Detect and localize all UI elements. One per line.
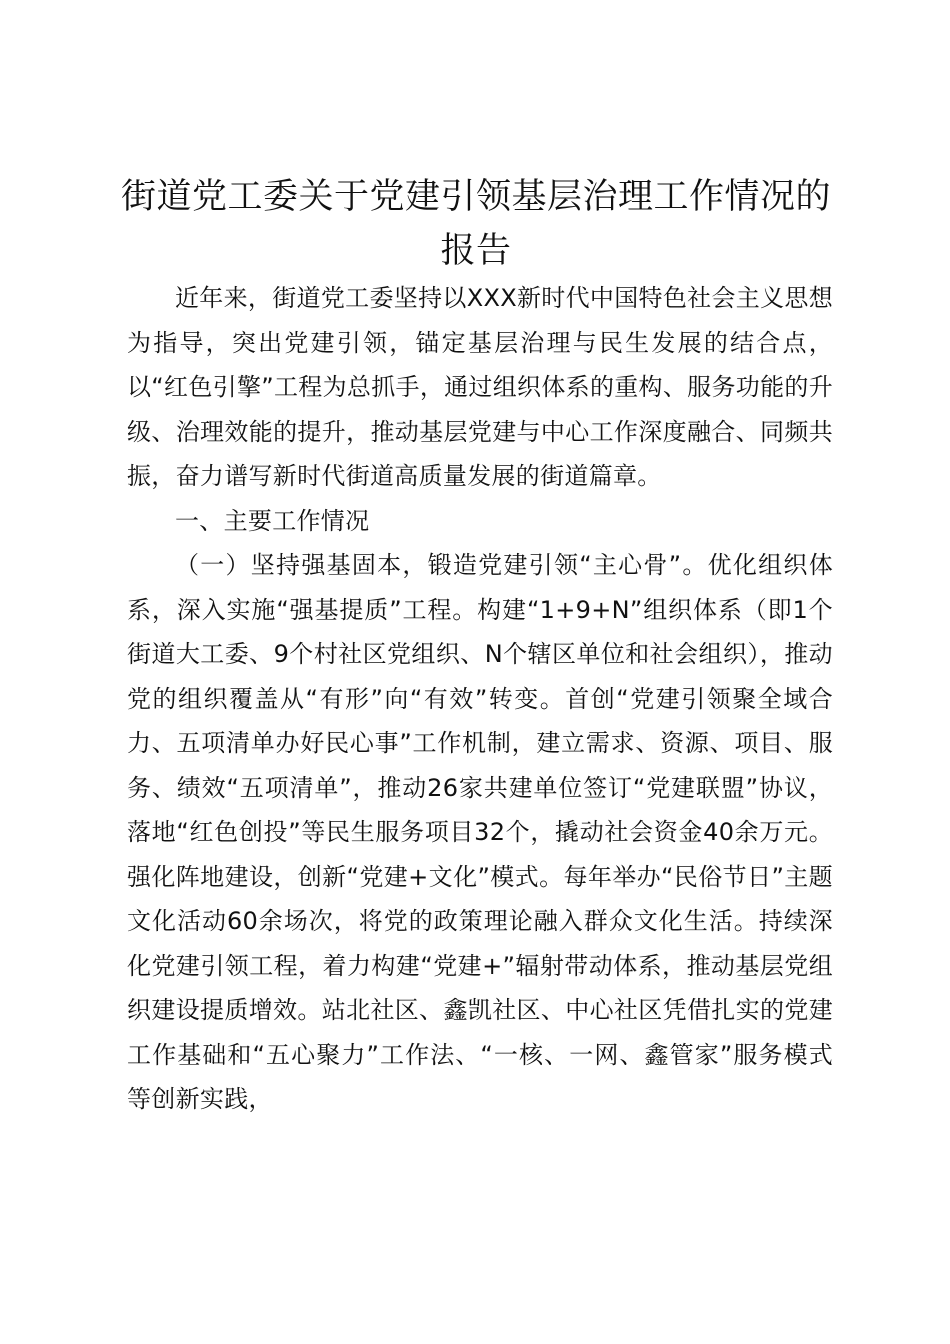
document-title: 街道党工委关于党建引领基层治理工作情况的报告 xyxy=(120,177,831,271)
intro-paragraph: 近年来，街道党工委坚持以XXX新时代中国特色社会主义思想为指导，突出党建引领，锚定基层治理与民生发展的结合点，以“红色引擎”工程为总抓手，通过组织体系的重构、服务功能的升级、治理效能的提升，推动基层党建与中心工作深度融合、同频共振，奋力谱写新时代街道高质量发展的街道篇章。 xyxy=(127,284,833,490)
section-heading: 一、主要工作情况 xyxy=(175,506,370,535)
section-paragraph: （一）坚持强基固本，锻造党建引领“主心骨”。优化组织体系，深入实施“强基提质”工程。构建“1+9+N”组织体系（即1个街道大工委、9个村社区党组织、N个辖区单位和社会组织），推动党的组织覆盖从“有形”向“有效”转变。首创“党建引领聚全域合力、五项清单办好民心事”工作机制，建立需求、资源、项目、服务、绩效“五项清单”，推动26家共建单位签订“党建联盟”协议，落地“红色创投”等民生服务项目32个，撬动社会资金40余万元。强化阵地建设，创新“党建+文化”模式。每年举办“民俗节日”主题文化活动60余场次，将党的政策理论融入群众文化生活。持续深化党建引领工程，着力构建“党建+”辐射带动体系，推动基层党组织建设提质增效。站北社区、鑫凯社区、中心社区凭借扎实的党建工作基础和“五心聚力”工作法、“一核、一网、鑫管家”服务模式等创新实践， xyxy=(127,551,833,1113)
document-body xyxy=(127,276,833,1122)
